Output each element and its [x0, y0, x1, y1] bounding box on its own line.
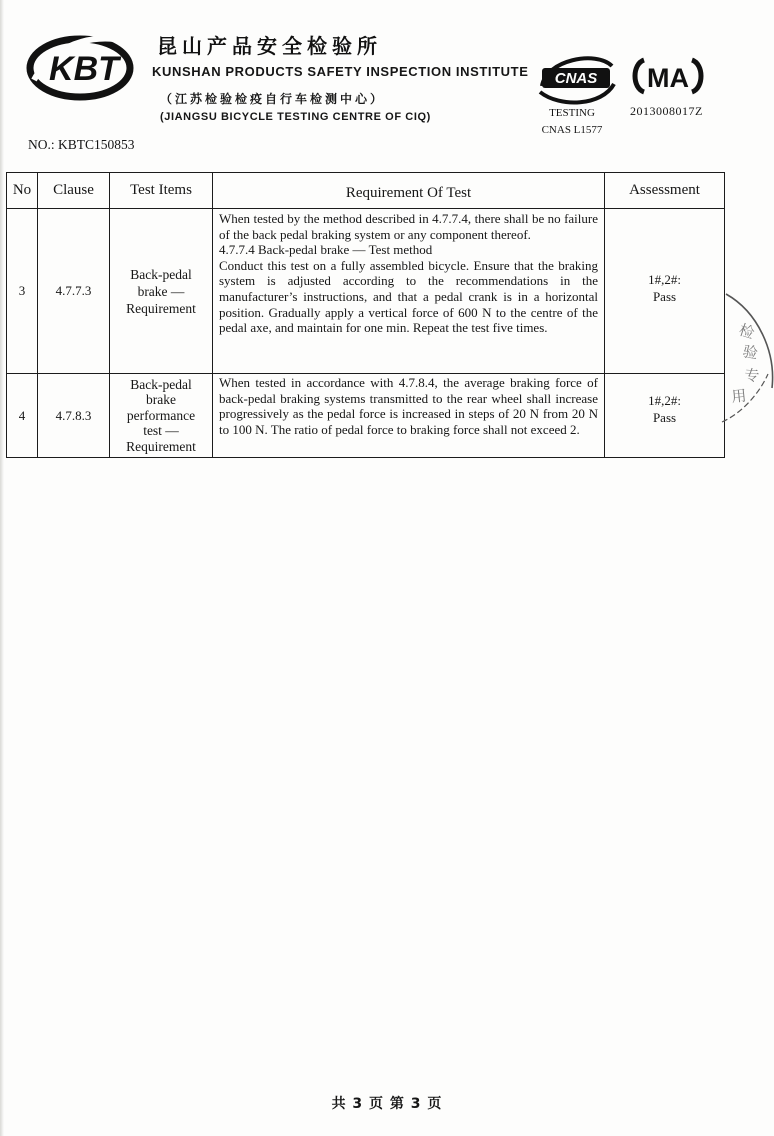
row-number: 3: [7, 209, 38, 374]
svg-text:专: 专: [743, 366, 760, 386]
svg-text:CNAS: CNAS: [554, 70, 598, 87]
test-item-line: Requirement: [126, 438, 196, 454]
institute-name-en: KUNSHAN PRODUCTS SAFETY INSPECTION INSTITUTE: [152, 64, 529, 79]
row-requirement: [213, 209, 605, 374]
header-requirement: Requirement Of Test: [213, 173, 605, 209]
svg-text:用: 用: [730, 386, 748, 406]
institute-name-cn: 昆山产品安全检验所: [157, 34, 382, 58]
table-header-row: [7, 173, 725, 209]
row-clause: 4.7.8.3: [38, 374, 110, 458]
report-number: NO.: KBTC150853: [28, 137, 135, 152]
official-seal-fragment: [718, 292, 774, 432]
cnas-testing-label: TESTING: [549, 107, 595, 119]
svg-text:检: 检: [736, 320, 757, 343]
test-item-line: Requirement: [126, 300, 196, 316]
requirement-paragraph: Conduct this test on a fully assembled bicycle. Ensure that the braking system is adjusted according to the recommendations in the manufacturer’s instructions, and that a pedal crank is in a horizontal position. Gradually apply a vertical force of 600 N to the centre of the pedal axe, and maintain for one min. Repeat the test five times.: [219, 257, 598, 336]
assessment-result: Pass: [652, 289, 677, 304]
table-row: [7, 374, 725, 458]
assessment-samples: 1#,2#:: [648, 393, 681, 408]
svg-text:KBT: KBT: [49, 50, 119, 88]
header-test-items: Test Items: [110, 173, 213, 209]
cma-certificate-number: 2013008017Z: [630, 104, 703, 118]
test-results-table: [6, 172, 725, 458]
table-row: [7, 209, 725, 374]
row-test-item: [110, 209, 213, 374]
test-item-line: performance: [126, 407, 196, 423]
assessment-result: Pass: [652, 410, 677, 425]
requirement-paragraph: 4.7.7.4 Back-pedal brake — Test method: [219, 242, 433, 258]
cma-logo: [630, 56, 706, 96]
assessment-samples: 1#,2#:: [648, 272, 681, 287]
header-clause: Clause: [38, 173, 110, 209]
header-no: No: [7, 173, 38, 209]
row-number: 4: [7, 374, 38, 458]
centre-name-en: (JIANGSU BICYCLE TESTING CENTRE OF CIQ): [160, 111, 431, 123]
row-clause: 4.7.7.3: [38, 209, 110, 374]
centre-name-cn: （江苏检验检疫自行车检测中心）: [160, 92, 386, 106]
svg-text:MA: MA: [647, 63, 689, 93]
test-item-line: brake —: [137, 283, 185, 299]
cnas-accreditation-code: CNAS L1577: [541, 124, 603, 136]
row-test-item: [110, 374, 213, 458]
page-indicator: 共 3 页 第 3 页: [331, 1096, 443, 1112]
test-item-line: Back-pedal: [130, 376, 192, 392]
requirement-paragraph: When tested in accordance with 4.7.8.4, the average braking force of back-pedal braking systems transmitted to the rear wheel shall increase progressively as the pedal force is increased in steps of 20 N from 20 N to 100 N. The ratio of pedal force to braking force shall not exceed 2.: [219, 375, 598, 437]
cnas-logo: [536, 50, 616, 108]
svg-text:验: 验: [741, 342, 760, 363]
row-assessment: [605, 209, 725, 374]
test-item-line: brake: [146, 392, 176, 408]
header-assessment: Assessment: [605, 173, 725, 209]
row-assessment: [605, 374, 725, 458]
requirement-paragraph: When tested by the method described in 4.7.7.4, there shall be no failure of the back pedal braking system or any component thereof.: [219, 211, 598, 242]
row-requirement: [213, 374, 605, 458]
test-item-line: Back-pedal: [130, 266, 192, 282]
test-item-line: test —: [143, 423, 179, 439]
kbt-logo: [26, 30, 138, 102]
scan-edge-shadow: [0, 0, 4, 1136]
